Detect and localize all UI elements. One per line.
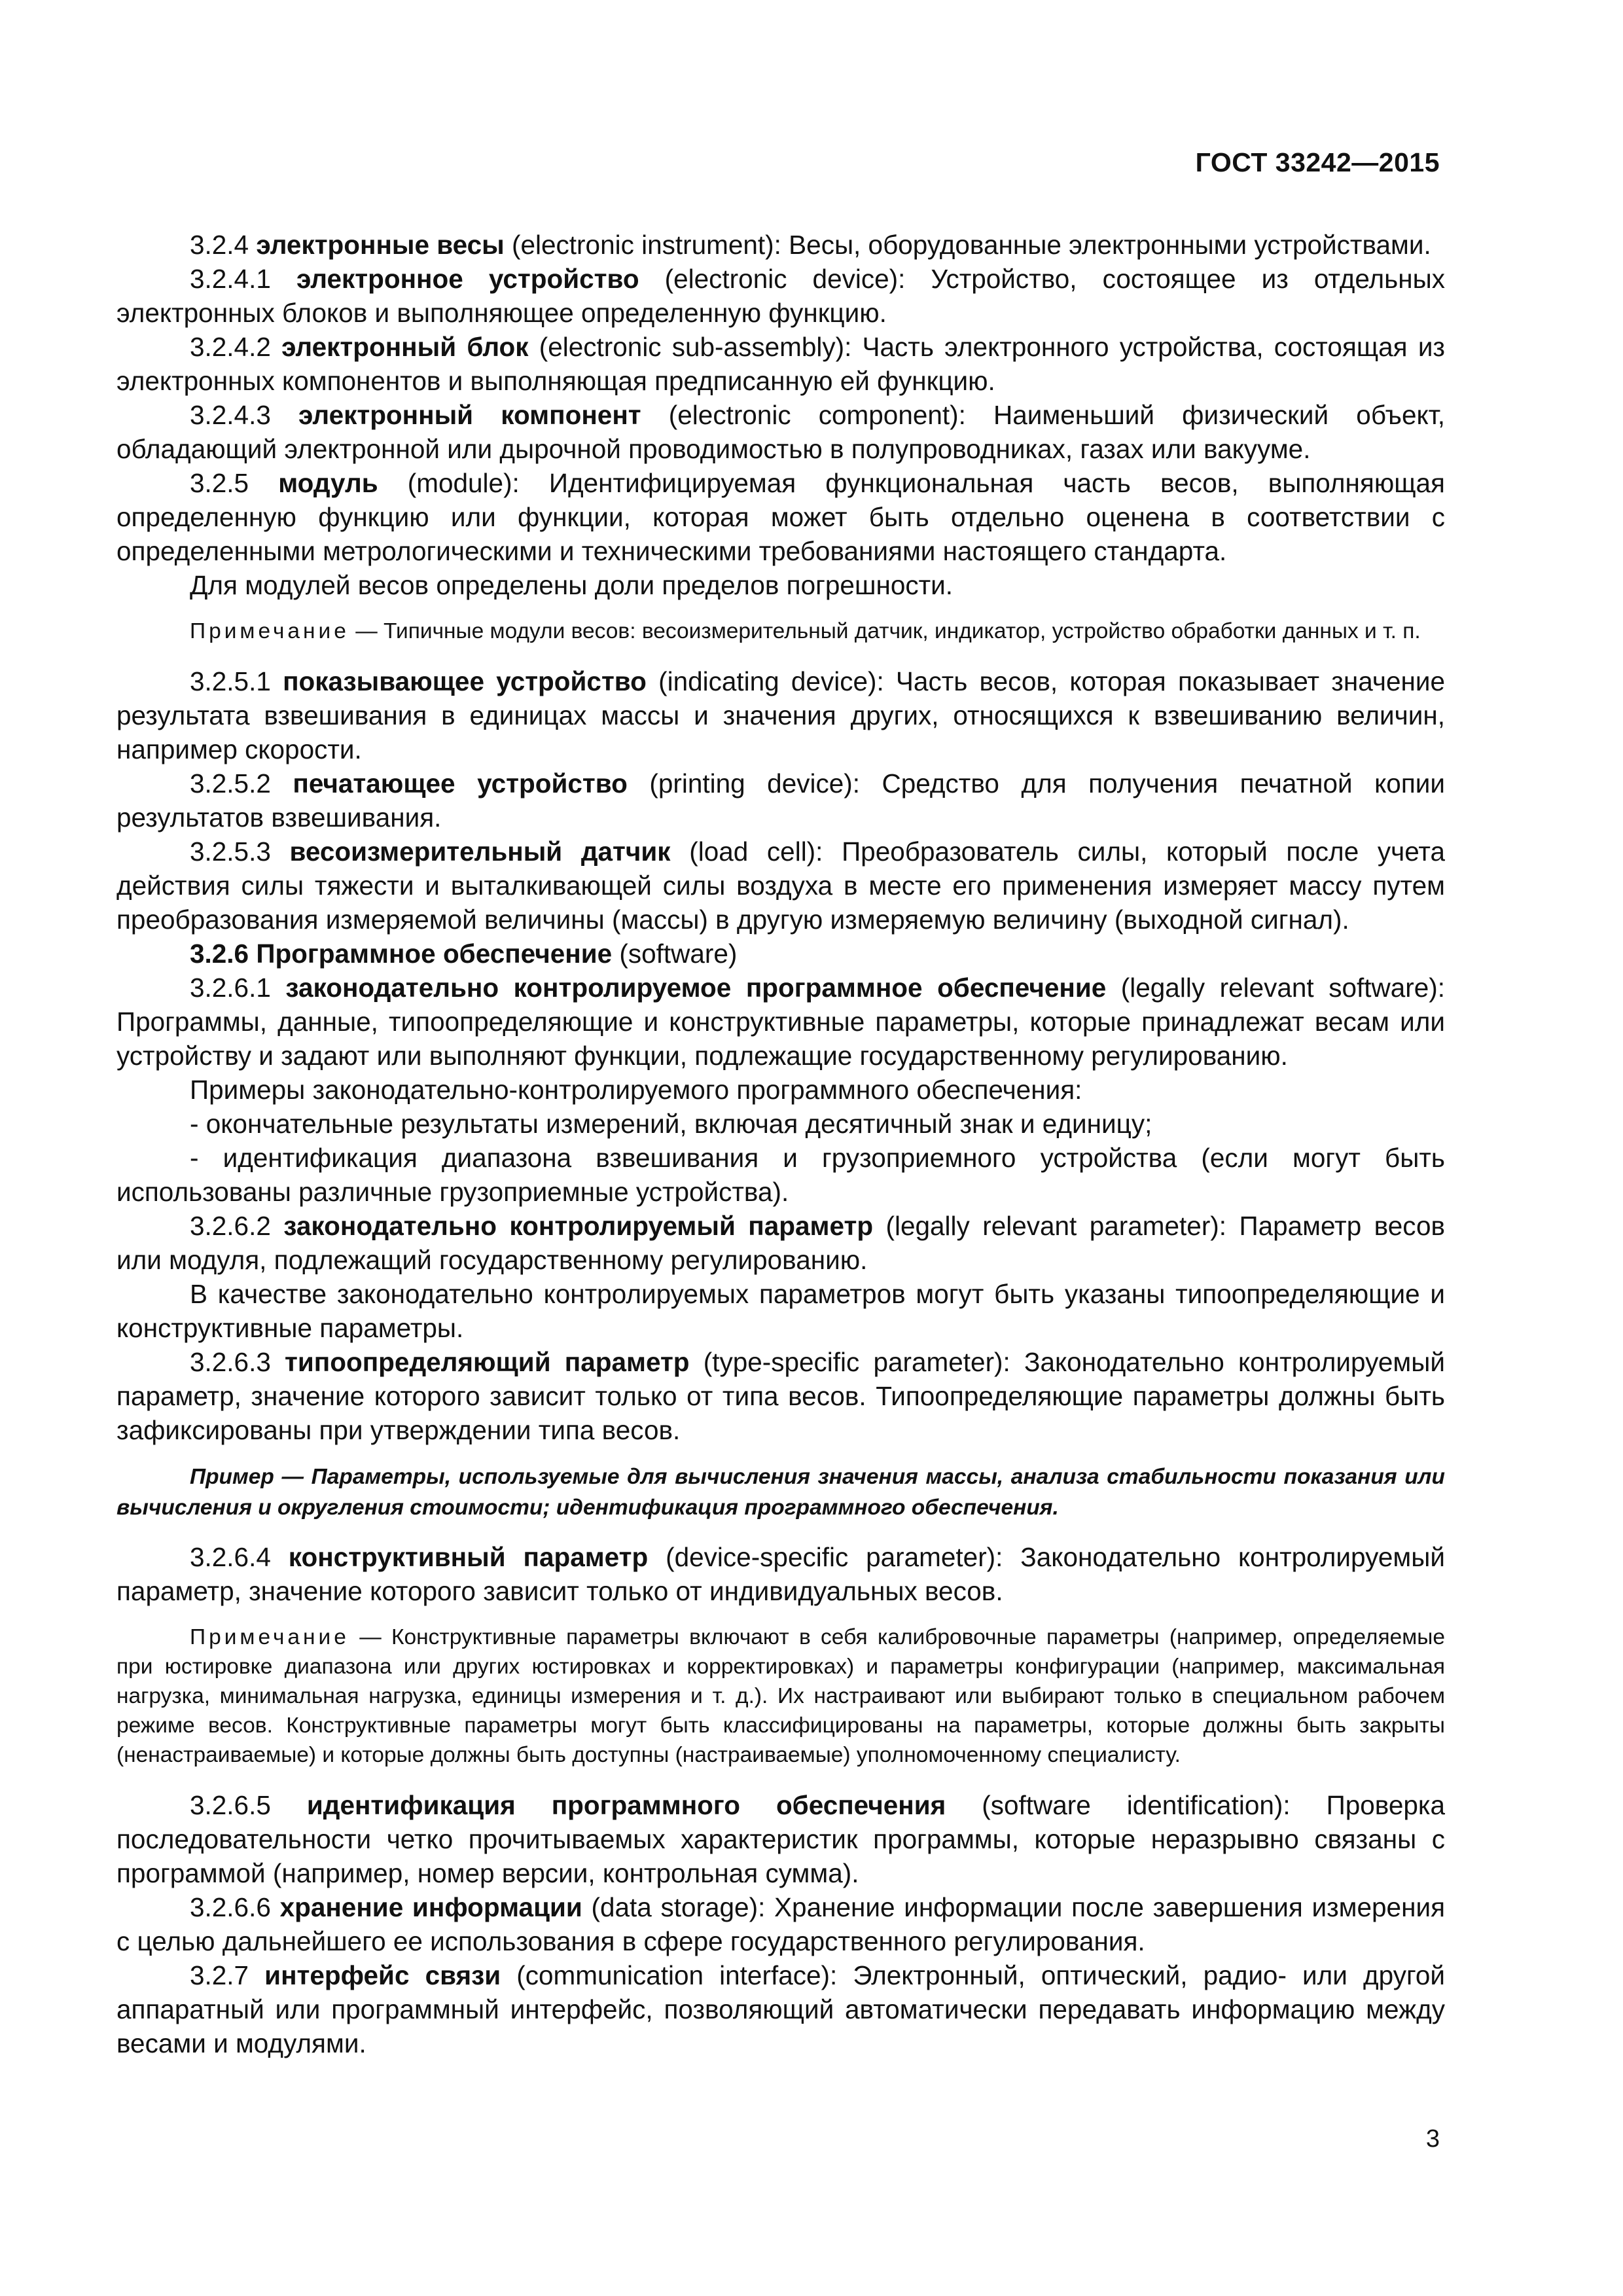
- paragraph-3-2-6: 3.2.6 Программное обеспечение (software): [190, 939, 738, 969]
- paragraph-3-2-5-1: 3.2.5.1 показывающее устройство (indicating device): Часть весов, которая показывает значение результата взвешивания в единицах массы и значения других, относящихся к взвешиванию величин, например скорости.: [116, 666, 1445, 764]
- paragraph-text: Для модулей весов определены доли пределов погрешности.: [190, 570, 954, 600]
- paragraph-3-2-5-2: 3.2.5.2 печатающее устройство (printing device): Средство для получения печатной копии результатов взвешивания.: [116, 768, 1445, 833]
- paragraph-3-2-6-2: 3.2.6.2 законодательно контролируемый параметр (legally relevant parameter): Параметр весов или модуля, подлежащий государственному регулированию.: [116, 1211, 1445, 1275]
- term: электронное устройство: [296, 264, 639, 294]
- list-item: - окончательные результаты измерений, включая десятичный знак и единицу;: [190, 1109, 1152, 1139]
- term: законодательно контролируемое программное обеспечение: [285, 973, 1107, 1003]
- term: законодательно контролируемый параметр: [283, 1211, 874, 1241]
- paragraph-3-2-5-3: 3.2.5.3 весоизмерительный датчик (load cell): Преобразователь силы, который после учета действия силы тяжести и выталкивающей силы воздуха в месте его применения измеряет массу путем преобразования измеряемой величины (массы) в другую измеряемую величину (выходной сигнал).: [116, 836, 1446, 935]
- term: конструктивный параметр: [288, 1542, 649, 1572]
- paragraph-3-2-6-1: 3.2.6.1 законодательно контролируемое программное обеспечение (legally relevant software): Программы, данные, типоопределяющие и конструктивные параметры, которые принадлежат весам или устройству и задают или выполняют функции, подлежащие государственному регулированию.: [116, 973, 1445, 1071]
- term: идентификация программного обеспечения: [306, 1790, 946, 1820]
- section-heading: 3.2.6 Программное обеспечение: [190, 939, 613, 969]
- paragraph-3-2-7: 3.2.7 интерфейс связи (communication interface): Электронный, оптический, радио- или другой аппаратный или программный интерфейс, позволяющий автоматически передавать информацию между весами и модулями.: [116, 1960, 1445, 2058]
- paragraph-3-2-6-3: 3.2.6.3 типоопределяющий параметр (type-specific parameter): Законодательно контролируемый параметр, значение которого зависит только от типа весов. Типоопределяющие параметры должны быть зафиксированы при утверждении типа весов.: [116, 1347, 1445, 1445]
- term: весоизмерительный датчик: [289, 836, 671, 867]
- document-header: ГОСТ 33242—2015: [1195, 147, 1440, 177]
- term: интерфейс связи: [264, 1960, 501, 1990]
- term: хранение информации: [279, 1892, 582, 1922]
- example-paragraph: Пример — Параметры, используемые для вычисления значения массы, анализа стабильности показания или вычисления и округления стоимости; идентификация программного обеспечения.: [116, 1465, 1445, 1520]
- paragraph-3-2-6-6: 3.2.6.6 хранение информации (data storage): Хранение информации после завершения измерения с целью дальнейшего ее использования в сфере государственного регулирования.: [116, 1892, 1446, 1956]
- paragraph-3-2-6-4: 3.2.6.4 конструктивный параметр (device-specific parameter): Законодательно контролируемый параметр, значение которого зависит только от индивидуальных весов.: [116, 1542, 1446, 1606]
- note-paragraph: Примечание — Конструктивные параметры включают в себя калибровочные параметры (например, определяемые при юстировке диапазона или других юстировках и корректировках) и параметры конфигурации (например, максимальная нагрузка, минимальная нагрузка, единицы измерения и т. д.). Их настраивают или выбирают только в специальном рабочем режиме весов. Конструктивные параметры могут быть классифицированы на параметры, которые должны быть закрыты (ненастраиваемые) и которые должны быть доступны (настраиваемые) уполномоченному специалисту.: [116, 1625, 1445, 1767]
- paragraph-3-2-4: 3.2.4 электронные весы (electronic instrument): Весы, оборудованные электронными устройствами.: [190, 230, 1431, 260]
- paragraph-3-2-5: 3.2.5 модуль (module): Идентифицируемая функциональная часть весов, выполняющая определенную функцию или функции, которая может быть отдельно оценена в соответствии с определенными метрологическими и техническими требованиями настоящего стандарта.: [116, 468, 1445, 566]
- term: модуль: [278, 468, 378, 498]
- note-label: Примечание: [190, 1625, 349, 1649]
- document-body: [116, 228, 1445, 2060]
- list-item: - идентификация диапазона взвешивания и грузоприемного устройства (если могут быть использованы различные грузоприемные устройства).: [116, 1143, 1445, 1207]
- term: типоопределяющий параметр: [285, 1347, 690, 1377]
- paragraph-3-2-6-5: 3.2.6.5 идентификация программного обеспечения (software identification): Проверка последовательности четко прочитываемых характеристик программы, которые неразрывно связаны с программой (например, номер версии, контрольная сумма).: [116, 1790, 1446, 1888]
- term: электронные весы: [256, 230, 505, 260]
- note-label: Примечание: [190, 619, 349, 643]
- term: показывающее устройство: [283, 666, 647, 696]
- term: печатающее устройство: [293, 768, 628, 798]
- page-number: 3: [1425, 2125, 1440, 2153]
- paragraph-text: В качестве законодательно контролируемых параметров могут быть указаны типоопределяющие и конструктивные параметры.: [116, 1279, 1445, 1343]
- term: электронный блок: [281, 332, 529, 362]
- paragraph-3-2-4-2: 3.2.4.2 электронный блок (electronic sub-assembly): Часть электронного устройства, состоящая из электронных компонентов и выполняющая предписанную ей функцию.: [116, 332, 1446, 396]
- paragraph-text: Примеры законодательно-контролируемого программного обеспечения:: [190, 1075, 1082, 1105]
- note-paragraph: Примечание — Типичные модули весов: весоизмерительный датчик, индикатор, устройство обработки данных и т. п.: [190, 619, 1421, 643]
- paragraph-3-2-4-3: 3.2.4.3 электронный компонент (electronic component): Наименьший физический объект, обладающий электронной или дырочной проводимостью в полупроводниках, газах или вакууме.: [116, 400, 1445, 464]
- term: электронный компонент: [298, 400, 641, 430]
- paragraph-3-2-4-1: 3.2.4.1 электронное устройство (electronic device): Устройство, состоящее из отдельных электронных блоков и выполняющее определенную функцию.: [116, 264, 1446, 328]
